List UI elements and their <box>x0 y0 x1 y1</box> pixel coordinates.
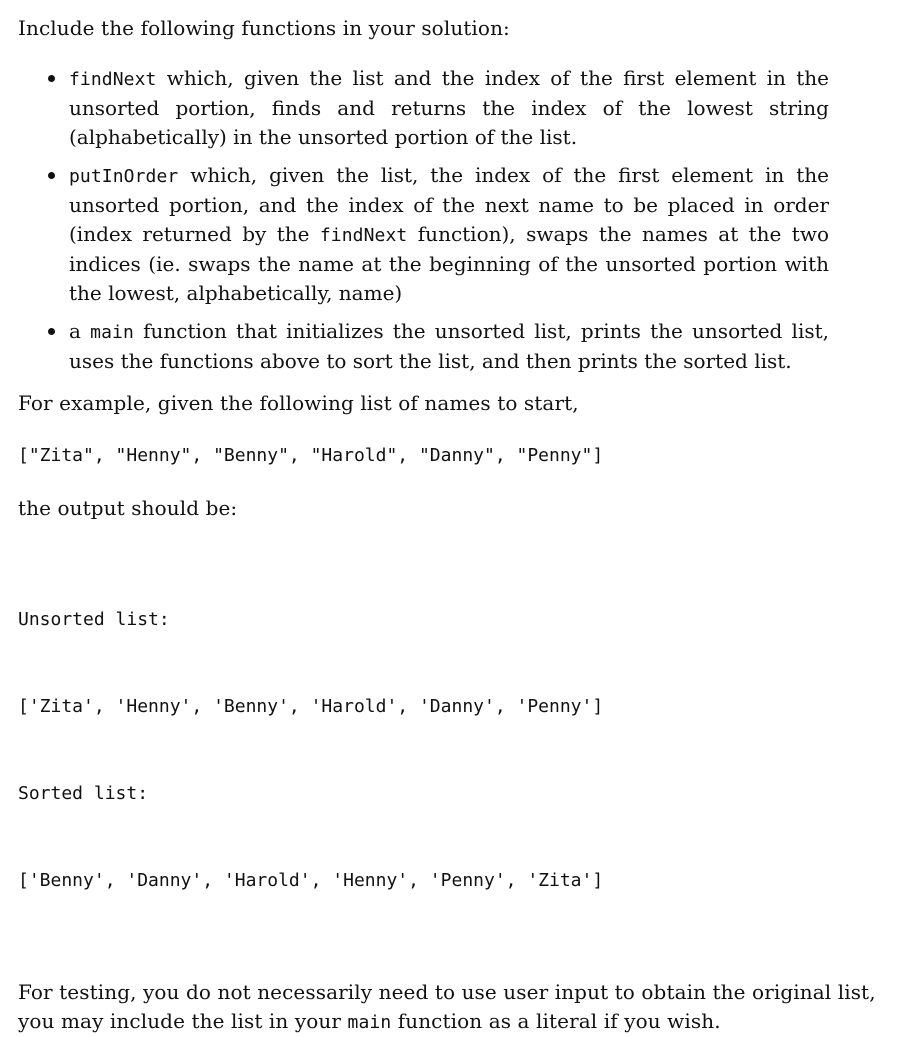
output-line: Sorted list: <box>18 783 149 804</box>
testing-text <box>18 978 898 1037</box>
output-line: Unsorted list: <box>18 609 170 630</box>
intro-text: Include the following functions in your solution: <box>18 16 510 40</box>
bullet-icon <box>48 328 55 335</box>
example-list-code: ["Zita", "Henny", "Benny", "Harold", "Danny", "Penny"] <box>18 445 604 466</box>
function-description: function that initializes the unsorted list, prints the unsorted list, uses the functions above to sort the list, and then prints the sorted list. <box>69 319 830 373</box>
list-item-findnext <box>18 64 829 152</box>
output-line: ['Zita', 'Henny', 'Benny', 'Harold', 'Danny', 'Penny'] <box>18 696 604 717</box>
function-description: which, given the list and the index of the first element in the unsorted portion, finds and returns the index of the lowest string (alphabetically) in the unsorted portion of the list. <box>69 66 829 149</box>
inline-code: findNext <box>319 225 408 246</box>
list-item-putinorder <box>18 161 829 308</box>
function-list <box>18 64 898 376</box>
testing-text-part: function as a literal if you wish. <box>391 1009 721 1033</box>
function-name: main <box>90 322 134 343</box>
output-code-block <box>18 547 898 953</box>
list-item-main <box>18 317 829 376</box>
inline-code: main <box>347 1012 392 1033</box>
function-prefix: a <box>69 319 91 343</box>
function-name: putInOrder <box>69 166 179 187</box>
example-intro-text: For example, given the following list of names to start, <box>18 391 579 415</box>
function-name: findNext <box>69 69 157 90</box>
function-description: which, given the list, the index of the first element in the unsorted portion, and the index of the next name to be placed in order (index returned by the <box>69 163 829 246</box>
bullet-icon <box>48 75 55 82</box>
testing-text-part: For testing, you do not necessarily need to use user input to obtain the original list, you may include the list in your <box>18 980 876 1033</box>
function-description-cont: function), swaps the names at the two indices (ie. swaps the name at the beginning of the unsorted portion with the lowest, alphabetically, name) <box>69 222 829 305</box>
output-line: ['Benny', 'Danny', 'Harold', 'Henny', 'Penny', 'Zita'] <box>18 870 604 891</box>
output-intro-text: the output should be: <box>18 496 238 520</box>
bullet-icon <box>48 172 55 179</box>
